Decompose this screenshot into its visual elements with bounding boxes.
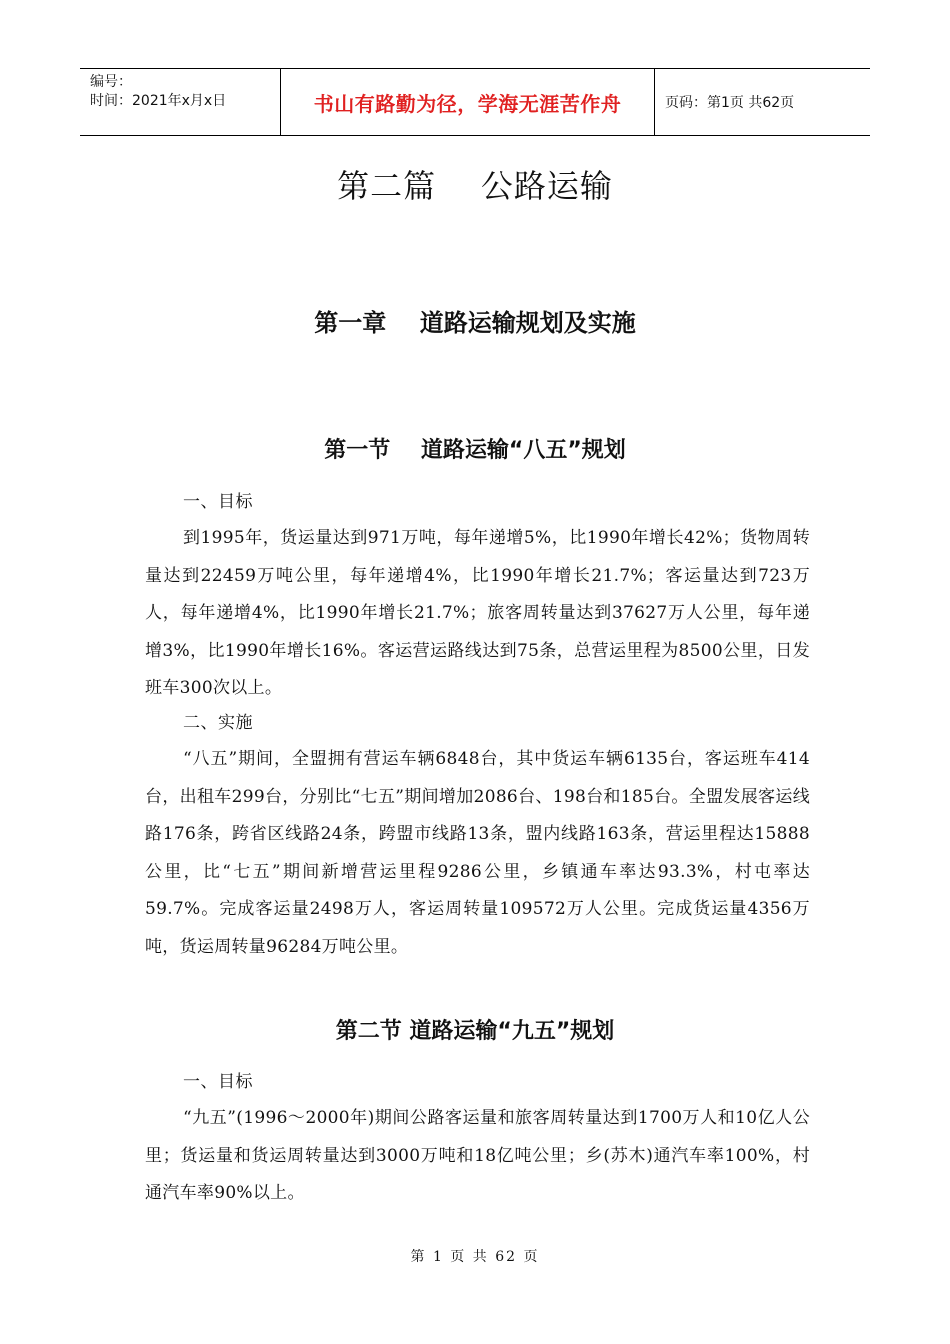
header-motto: 书山有路勤为径，学海无涯苦作舟 — [281, 69, 655, 135]
part-title: 第二篇 公路运输 — [337, 167, 613, 205]
subheading: 一、目标 — [183, 1072, 253, 1092]
paragraph: 到1995年，货运量达到971万吨，每年递增5%，比1990年增长42%；货物周转量达到22459万吨公里，每年递增4%，比1990年增长21.7%；客运量达到723万人，每年递增4%，比1990年增长21.7%；旅客周转量达到37627万人公里，每年递增3%，比1990年增长16%。客运营运路线达到75条，总营运里程为8500公里，日发班车300次以上。 — [145, 528, 810, 698]
page-footer: 第 1 页 共 62 页 — [410, 1249, 540, 1265]
section-title: 第二节 道路运输“九五”规划 — [335, 1019, 615, 1044]
document-date: 时间：2021年x月x日 — [90, 93, 227, 109]
section-title: 第一节 道路运输“八五”规划 — [324, 438, 626, 463]
document-number-label: 编号： — [90, 74, 132, 90]
page-header — [80, 68, 870, 136]
paragraph: “九五”(1996～2000年)期间公路客运量和旅客周转量达到1700万人和10亿人公里；货运量和货运周转量达到3000万吨和18亿吨公里；乡(苏木)通汽车率100%，村通汽车率90%以上。 — [145, 1108, 810, 1203]
subheading: 二、实施 — [183, 713, 253, 733]
header-meta — [80, 69, 281, 135]
header-page-info: 页码：第1页 共62页 — [665, 95, 795, 111]
paragraph: “八五”期间，全盟拥有营运车辆6848台，其中货运车辆6135台，客运班车414台，出租车299台，分别比“七五”期间增加2086台、198台和185台。全盟发展客运线路176条，跨省区线路24条，跨盟市线路13条，盟内线路163条，营运里程达15888公里，比“七五”期间新增营运里程9286公里，乡镇通车率达93.3%，村屯率达59.7%。完成客运量2498万人，客运周转量109572万人公里。完成货运量4356万吨，货运周转量96284万吨公里。 — [145, 749, 810, 957]
subheading: 一、目标 — [183, 492, 253, 512]
chapter-title: 第一章 道路运输规划及实施 — [314, 309, 636, 337]
